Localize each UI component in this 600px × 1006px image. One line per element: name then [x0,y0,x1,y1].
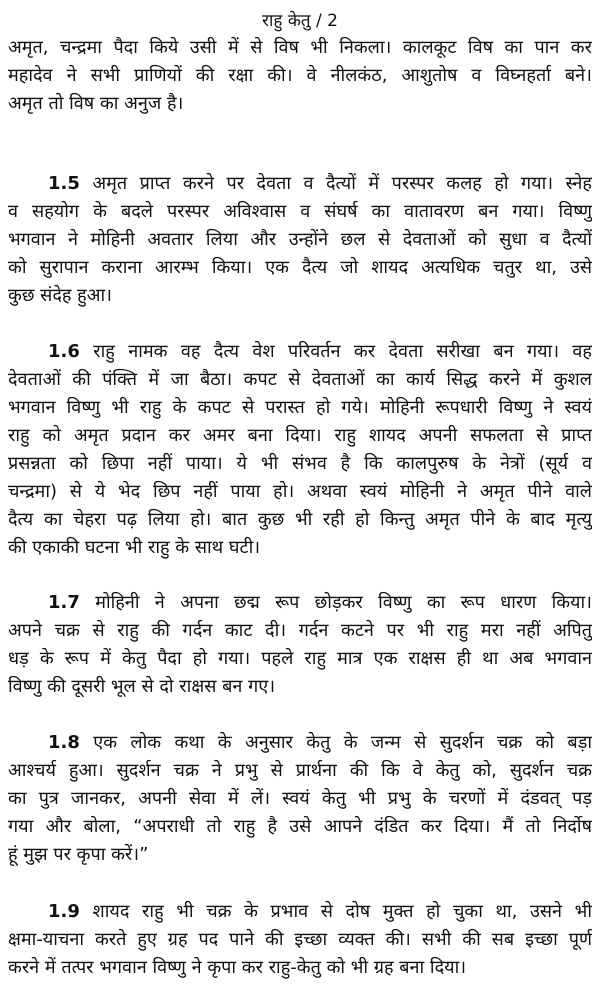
text-line [8,757,592,785]
section-number: 1.5 [48,173,80,194]
line-text: विष्णु की दूसरी भूल से दो राक्षस बन गए। [8,676,276,697]
text-line [8,254,592,282]
text-line [8,813,592,841]
section-1-6 [8,338,592,562]
section-number: 1.8 [48,732,80,753]
text-line [8,170,592,198]
text-line [8,954,592,982]
text-line [8,282,592,310]
line-text: का पुत्र जानकर, अपनी सेवा में लें। स्वयं केतु भी प्रभु के चरणों में दंडवत् पड़ [8,788,592,809]
line-text: अमृत तो विष का अनुज है। [8,93,184,114]
section-number: 1.6 [48,341,80,362]
text-line [8,338,592,366]
line-text: को सुरापान कराना आरम्भ किया। एक दैत्य जो शायद अत्यधिक चतुर था, उसे [8,257,592,278]
text-line [8,478,592,506]
page-header: राहु केतु / 2 [262,11,338,31]
text-line [8,62,592,90]
line-text: अमृत प्राप्त करने पर देवता व दैत्यों में परस्पर कलह हो गया। स्नेह [92,173,592,194]
line-text: महादेव ने सभी प्राणियों की रक्षा की। वे नीलकंठ, आशुतोष व विघ्नहर्ता बने। [8,65,592,86]
line-text: भगवान विष्णु भी राहु के कपट से परास्त हो गये। मोहिनी रूपधारी विष्णु ने स्वयं [8,397,592,418]
text-line [8,841,592,869]
line-text: की एकाकी घटना भी राहु के साथ घटी। [8,537,261,558]
text-line [8,729,592,757]
text-line [8,34,592,62]
section-1-5 [8,170,592,310]
text-line [8,422,592,450]
line-text: चन्द्रमा) से ये भेद छिप नहीं पाया हो। अथवा स्वयं मोहिनी ने अमृत पीने वाले [8,481,592,502]
paragraph-continued [8,34,592,118]
text-line [8,366,592,394]
line-text: क्षमा-याचना करते हुए ग्रह पद पाने की इच्छा व्यक्त की। सभी की सब इच्छा पूर्ण [8,929,592,950]
text-line [8,898,592,926]
line-text: अपने चक्र से राहु की गर्दन काट दी। गर्दन कटने पर भी राहु मरा नहीं अपितु [8,620,592,641]
text-line [8,926,592,954]
line-text: शायद राहु भी चक्र के प्रभाव से दोष मुक्त हो चुका था, उसने भी [92,901,592,922]
line-text: देवताओं की पंक्ति में जा बैठा। कपट से देवताओं का कार्य सिद्ध करने में कुशल [8,369,592,390]
line-text: व सहयोग के बदले परस्पर अविश्वास व संघर्ष का वातावरण बन गया। विष्णु [8,201,592,222]
line-text: मोहिनी ने अपना छद्म रूप छोड़कर विष्णु का रूप धारण किया। [95,592,592,613]
line-text: धड़ के रूप में केतु पैदा हो गया। पहले राहु मात्र एक राक्षस ही था अब भगवान [8,648,592,669]
text-line [8,589,592,617]
section-1-7 [8,589,592,701]
section-number: 1.7 [48,592,80,613]
section-1-8 [8,729,592,869]
line-text: दैत्य का चेहरा पढ़ लिया हो। बात कुछ भी रही हो किन्तु अमृत पीने के बाद मृत्यु [8,509,592,530]
text-line [8,645,592,673]
text-line [8,450,592,478]
line-text: हूं मुझ पर कृपा करें।” [8,844,149,865]
section-number: 1.9 [48,901,80,922]
text-line [8,226,592,254]
text-line [8,673,592,701]
line-text: आश्चर्य हुआ। सुदर्शन चक्र ने प्रभु से प्रार्थना की कि वे केतु को, सुदर्शन चक्र [8,760,592,781]
text-line [8,785,592,813]
line-text: कुछ संदेह हुआ। [8,285,112,306]
line-text: भगवान ने मोहिनी अवतार लिया और उन्होंने छल से देवताओं को सुधा व दैत्यों [8,229,592,250]
text-line [8,506,592,534]
line-text: करने में तत्पर भगवान विष्णु ने कृपा कर राहु-केतु को भी ग्रह बना दिया। [8,957,467,978]
line-text: राहु को अमृत प्रदान कर अमर बना दिया। राहु शायद अपनी सफलता से प्राप्त [8,425,592,446]
section-1-9 [8,898,592,982]
line-text: प्रसन्नता को छिपा नहीं पाया। ये भी संभव है कि कालपुरुष के नेत्रों (सूर्य व [8,453,592,474]
line-text: अमृत, चन्द्रमा पैदा किये उसी में से विष भी निकला। कालकूट विष का पान कर [8,37,592,58]
text-line [8,534,592,562]
text-line [8,198,592,226]
line-text: गया और बोला, “अपराधी तो राहु है उसे आपने दंडित कर दिया। मैं तो निर्दोष [8,816,592,837]
line-text: राहु नामक वह दैत्य वेश परिवर्तन कर देवता सरीखा बन गया। वह [93,341,592,362]
line-text: एक लोक कथा के अनुसार केतु के जन्म से सुदर्शन चक्र को बड़ा [93,732,592,753]
text-line [8,617,592,645]
text-line [8,90,592,118]
text-line [8,394,592,422]
